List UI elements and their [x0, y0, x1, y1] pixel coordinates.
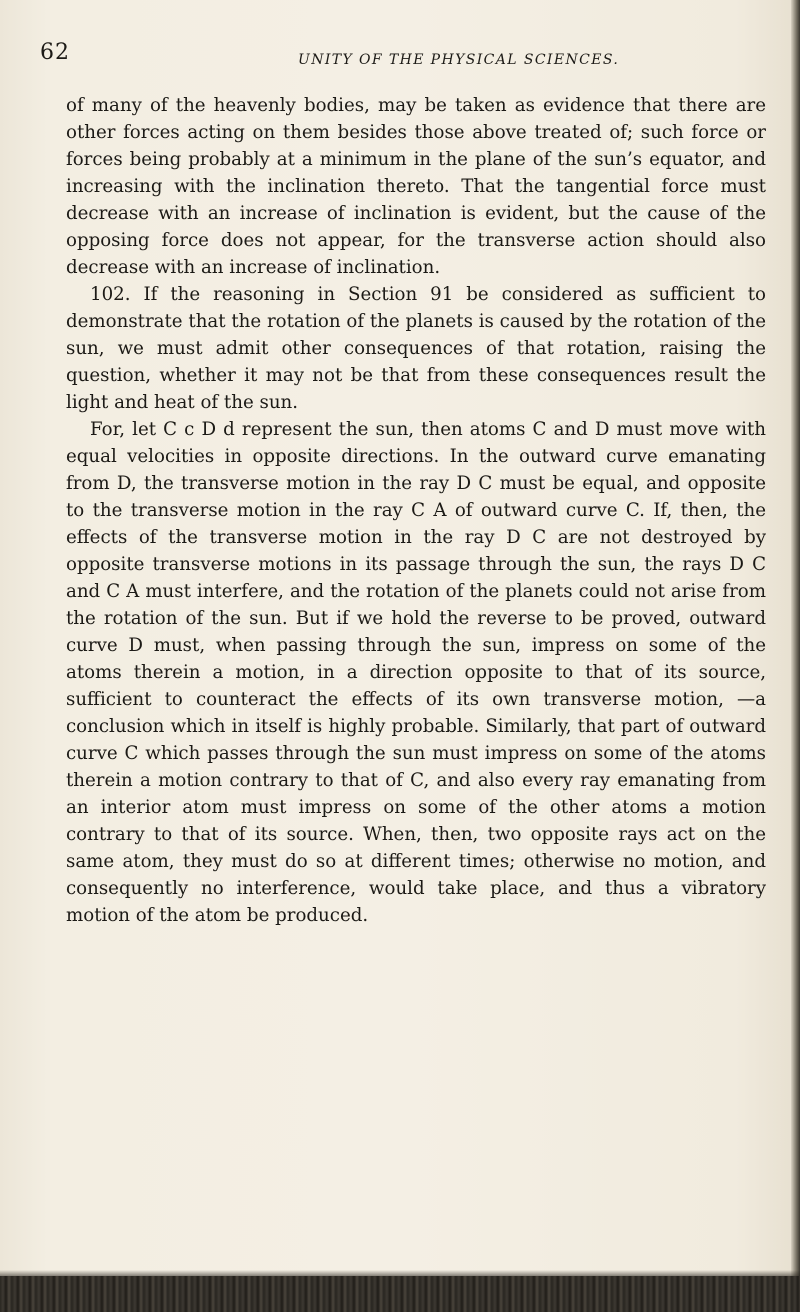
- body-text: [66, 92, 766, 929]
- page-edge-shadow: [791, 0, 800, 1312]
- paragraph: For, let C c D d represent the sun, then atoms C and D must move with equal velocities in opposite directions. In the outward curve emanating from D, the transverse motion in the ray D C must be equal, and opposite to the transverse motion in the ray C A of outward curve C. If, then, the effects of the transverse motion in the ray D C are not destroyed by opposite transverse motions in its passage through the sun, the rays D C and C A must interfere, and the rotation of the planets could not arise from the rotation of the sun. But if we hold the reverse to be proved, outward curve D must, when passing through the sun, impress on some of the atoms therein a motion, in a direction opposite to that of its source, sufficient to counteract the effects of its own transverse motion, —a conclusion which in itself is highly probable. Similarly, that part of outward curve C which passes through the sun must impress on some of the atoms therein a motion contrary to that of C, and also every ray emanating from an interior atom must impress on some of the other atoms a motion contrary to that of its source. When, then, two opposite rays act on the same atom, they must do so at different times; otherwise no motion, and consequently no interference, would take place, and thus a vibratory motion of the atom be produced.: [66, 419, 766, 926]
- paragraph: of many of the heavenly bodies, may be taken as evidence that there are other forces acting on them besides those above treated of; such force or forces being probably at a minimum in the plane of the sun’s equator, and increasing with the inclination thereto. That the tangential force must decrease with an increase of inclination is evident, but the cause of the opposing force does not appear, for the transverse action should also decrease with an increase of inclination.: [66, 95, 766, 278]
- page-number: 62: [40, 40, 70, 65]
- page-header: [40, 40, 780, 72]
- paragraph-section-102: 102. If the reasoning in Section 91 be considered as sufficient to demonstrate that the rotation of the planets is caused by the rotation of the sun, we must admit other consequences of that rotation, raising the question, whether it may not be that from these consequences result the light and heat of the sun.: [66, 284, 766, 413]
- scan-bottom-band: [0, 1276, 800, 1312]
- running-head: UNITY OF THE PHYSICAL SCIENCES.: [298, 52, 620, 68]
